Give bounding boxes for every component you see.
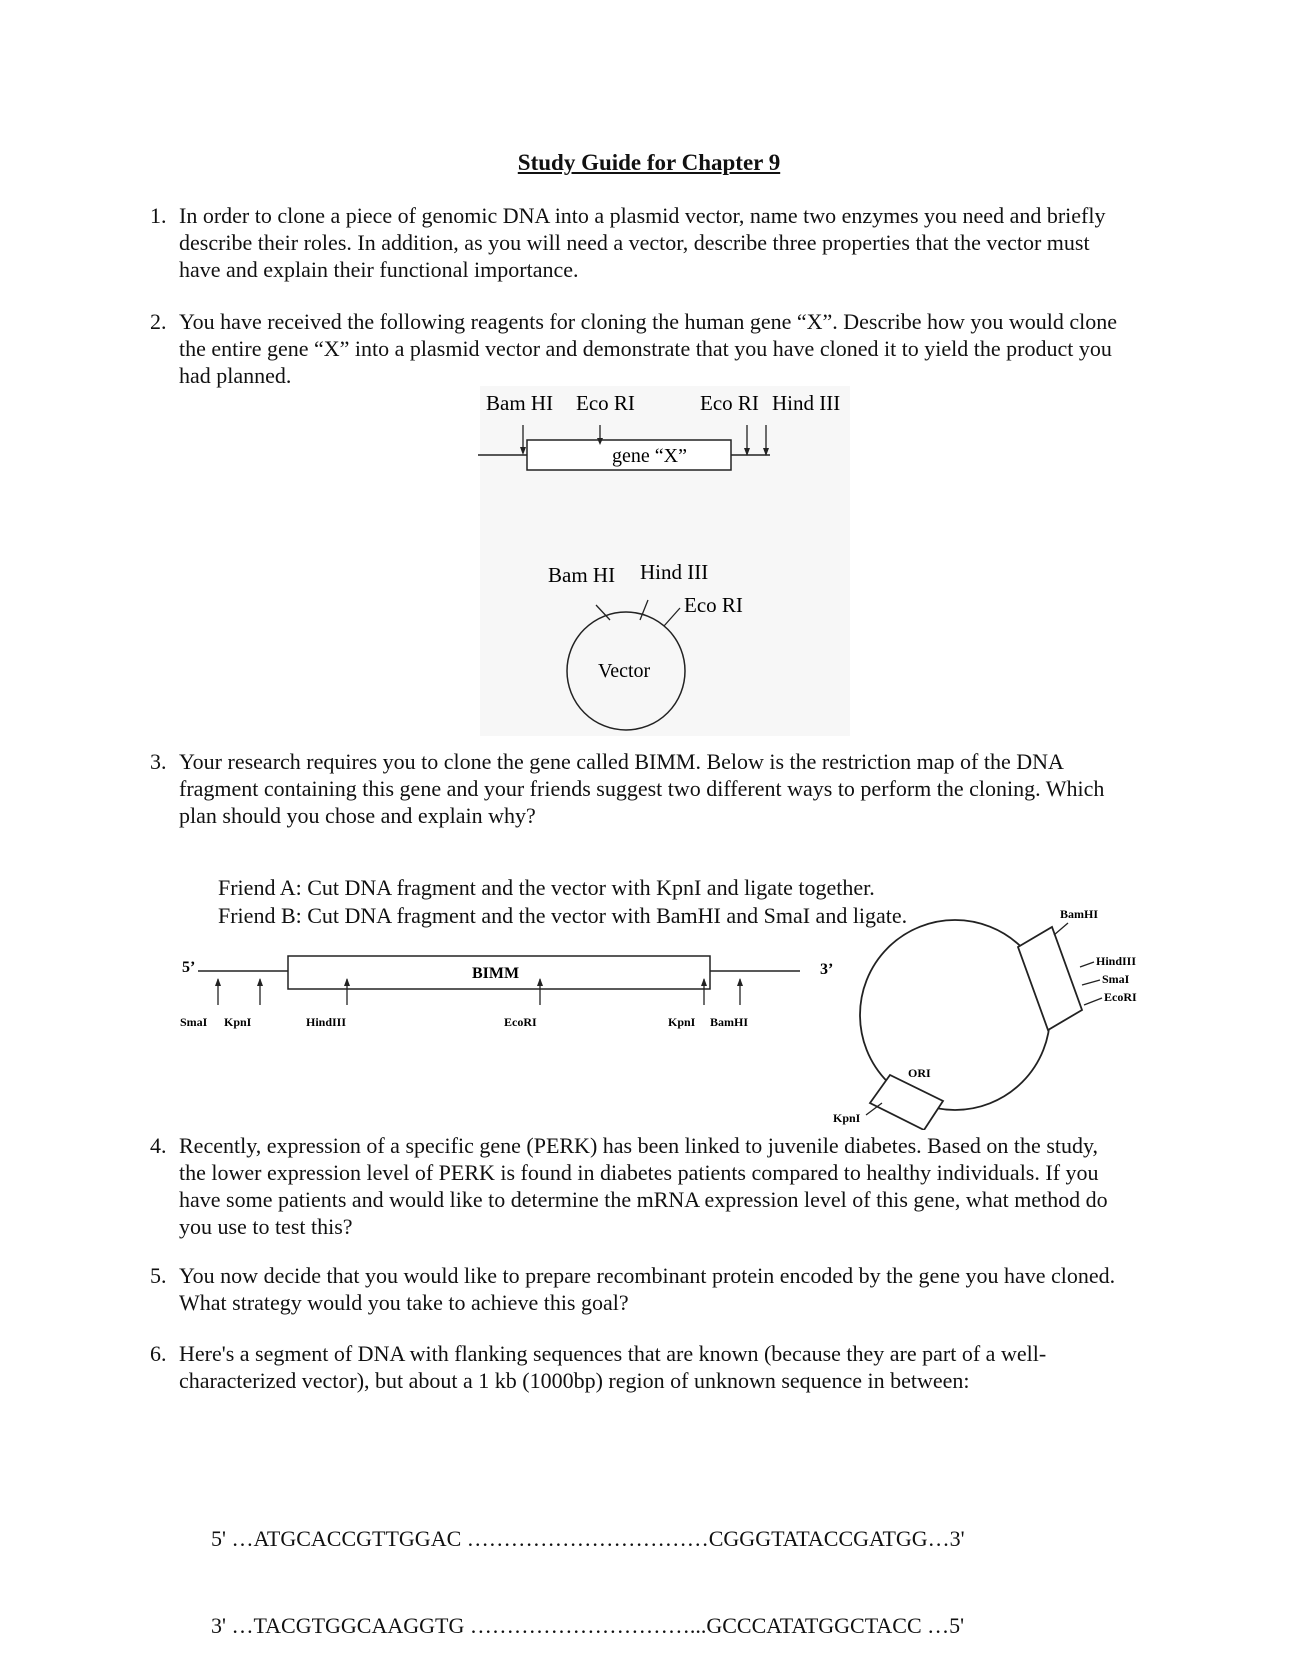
bam-hi-label: Bam HI <box>486 391 554 415</box>
multiple-cloning-site-box <box>1018 927 1082 1030</box>
page-title: Study Guide for Chapter 9 <box>517 150 781 175</box>
question-number: 2. <box>150 309 167 334</box>
dna-sequence <box>211 1466 965 1669</box>
site-label-smai: SmaI <box>180 1015 208 1029</box>
gene-x-label: gene “X” <box>612 445 687 467</box>
site-label-ecori: EcoRI <box>504 1015 537 1029</box>
question-2 <box>150 308 1130 389</box>
site-label-bamhi: BamHI <box>710 1015 749 1029</box>
friend-a-plan: Friend A: Cut DNA fragment and the vector with KpnI and ligate together. <box>218 875 875 900</box>
question-number: 4. <box>150 1133 167 1158</box>
hindiii-label: HindIII <box>1096 954 1137 968</box>
sequence-bottom-strand: 3' …TACGTGGCAAGGTG …………………………...GCCCATATGGCTACC …5' <box>211 1613 965 1638</box>
hindiii-pointer <box>1080 962 1094 967</box>
question-text: Recently, expression of a specific gene (PERK) has been linked to juvenile diabetes. Based on the study, the lower expression level of PERK is found in diabetes patients compared to healthy individuals. If you have some patients and would like to determine the mRNA expression level of this gene, what method do you use to test this? <box>179 1133 1108 1239</box>
friend-plans <box>218 874 907 930</box>
three-prime-label: 3’ <box>820 961 834 978</box>
gene-x-diagram <box>470 385 860 495</box>
eco-ri-label: Eco RI <box>576 391 635 415</box>
hind-iii-site <box>640 600 648 620</box>
eco-ri-label: Eco RI <box>684 593 743 617</box>
bam-hi-label: Bam HI <box>548 563 616 587</box>
question-number: 3. <box>150 749 167 774</box>
bimm-restriction-map <box>180 950 840 1040</box>
smai-label: SmaI <box>1102 972 1130 986</box>
bamhi-pointer <box>1054 923 1068 935</box>
question-1 <box>150 202 1130 283</box>
site-arrowhead <box>257 978 263 986</box>
bimm-label: BIMM <box>472 965 520 982</box>
question-text: You have received the following reagents for cloning the human gene “X”. Describe how you would clone the entire gene “X” into a plasmid vector and demonstrate that you have cloned it to yield the product you had planned. <box>179 309 1117 388</box>
arrowhead <box>520 447 526 455</box>
friend-b-plan: Friend B: Cut DNA fragment and the vector with BamHI and SmaI and ligate. <box>218 903 908 928</box>
question-text: Here's a segment of DNA with flanking sequences that are known (because they are part of a well-characterized vector), but about a 1 kb (1000bp) region of unknown sequence in between: <box>179 1341 1047 1393</box>
bam-hi-site <box>596 605 610 620</box>
question-text: Your research requires you to clone the gene called BIMM. Below is the restriction map of the DNA fragment containing this gene and your friends suggest two different ways to perform the cloning. Which plan should you chose and explain why? <box>179 749 1105 828</box>
eco-ri-label: Eco RI <box>700 391 759 415</box>
ori-box <box>870 1075 943 1130</box>
question-5 <box>150 1262 1130 1316</box>
question-6 <box>150 1340 1130 1394</box>
question-text: In order to clone a piece of genomic DNA into a plasmid vector, name two enzymes you need and briefly describe their roles. In addition, as you will need a vector, describe three properties that the vector must have and explain their functional importance. <box>179 203 1106 282</box>
eco-ri-site <box>664 608 680 626</box>
sequence-top-strand: 5' …ATGCACCGTTGGAC ……………………………CGGGTATACCGATGG…3' <box>211 1526 965 1551</box>
vector-label: Vector <box>598 660 651 682</box>
question-number: 1. <box>150 203 167 228</box>
site-label-kpni: KpnI <box>668 1015 696 1029</box>
five-prime-label: 5’ <box>182 959 196 976</box>
plasmid-map <box>830 905 1160 1130</box>
ecori-label: EcoRI <box>1104 990 1137 1004</box>
vector-diagram <box>530 560 780 735</box>
site-arrowhead <box>737 978 743 986</box>
question-text: You now decide that you would like to prepare recombinant protein encoded by the gene you have cloned. What strategy would you take to achieve this goal? <box>179 1263 1116 1315</box>
question-number: 5. <box>150 1263 167 1288</box>
question-number: 6. <box>150 1341 167 1366</box>
ori-label: ORI <box>908 1066 931 1080</box>
site-label-hindiii: HindIII <box>306 1015 347 1029</box>
kpni-label: KpnI <box>833 1111 861 1125</box>
hind-iii-label: Hind III <box>772 391 841 415</box>
site-arrowhead <box>215 978 221 986</box>
question-3 <box>150 748 1130 829</box>
bamhi-label: BamHI <box>1060 907 1099 921</box>
site-label-kpni: KpnI <box>224 1015 252 1029</box>
hind-iii-label: Hind III <box>640 560 709 584</box>
question-4 <box>150 1132 1130 1240</box>
ecori-pointer <box>1084 998 1102 1005</box>
smai-pointer <box>1082 980 1100 985</box>
